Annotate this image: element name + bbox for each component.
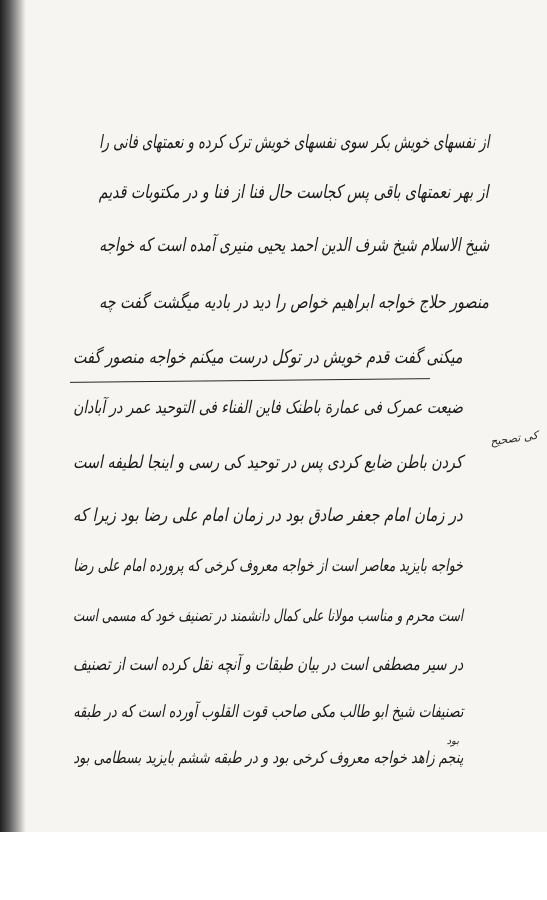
manuscript-line-11: در سیر مصطفی است در بیان طبقات و آنچه نقل کرده است از تصنیف	[72, 655, 463, 675]
manuscript-line-7: کردن باطن ضایع کردی پس در توحید کی رسی و اینجا لطیفه است	[73, 452, 463, 473]
manuscript-line-8: در زمان امام جعفر صادق بود در زمان امام علی رضا بود زیرا که	[73, 505, 463, 526]
manuscript-line-5: میکنی گفت قدم خویش در توکل درست میکنم خواجه منصور گفت	[73, 347, 463, 368]
manuscript-line-4: منصور حلاج خواجه ابراهیم خواص را دید در بادیه میگشت گفت چه	[99, 292, 489, 313]
manuscript-line-13: پنجم زاهد خواجه معروف کرخی بود و در طبقه ششم بایزید بسطامی بود	[72, 748, 463, 767]
blank-bottom-area	[0, 832, 547, 900]
manuscript-line-12: تصنیفات شیخ ابو طالب مکی صاحب قوت القلوب آورده است که در طبقه	[72, 702, 463, 722]
interlinear-note: بود	[446, 736, 459, 747]
margin-note: کی تصحیح	[489, 428, 539, 449]
manuscript-line-2: از بهر نعمتهای باقی پس کجاست حال فنا از فنا و در مکتوبات قدیم	[99, 182, 489, 203]
manuscript-line-10: است محرم و مناسب مولانا علی کمال دانشمند در تصنیف خود که مسمی است	[72, 606, 463, 625]
manuscript-line-6: ضیعت عمرک فی عمارة باطنک فاین الفناء فی التوحید عمر در آبادان	[73, 398, 463, 418]
manuscript-line-1: از نفسهای خویش بکر سوی نفسهای خویش ترک کرده و نعمتهای فانی را	[98, 132, 489, 153]
manuscript-line-9: خواجه بایزید معاصر است از خواجه معروف کرخی که پرورده امام علی رضا	[73, 556, 463, 576]
manuscript-line-3: شیخ الاسلام شیخ شرف الدین احمد یحیی منیری آمده است که خواجه	[98, 235, 489, 256]
